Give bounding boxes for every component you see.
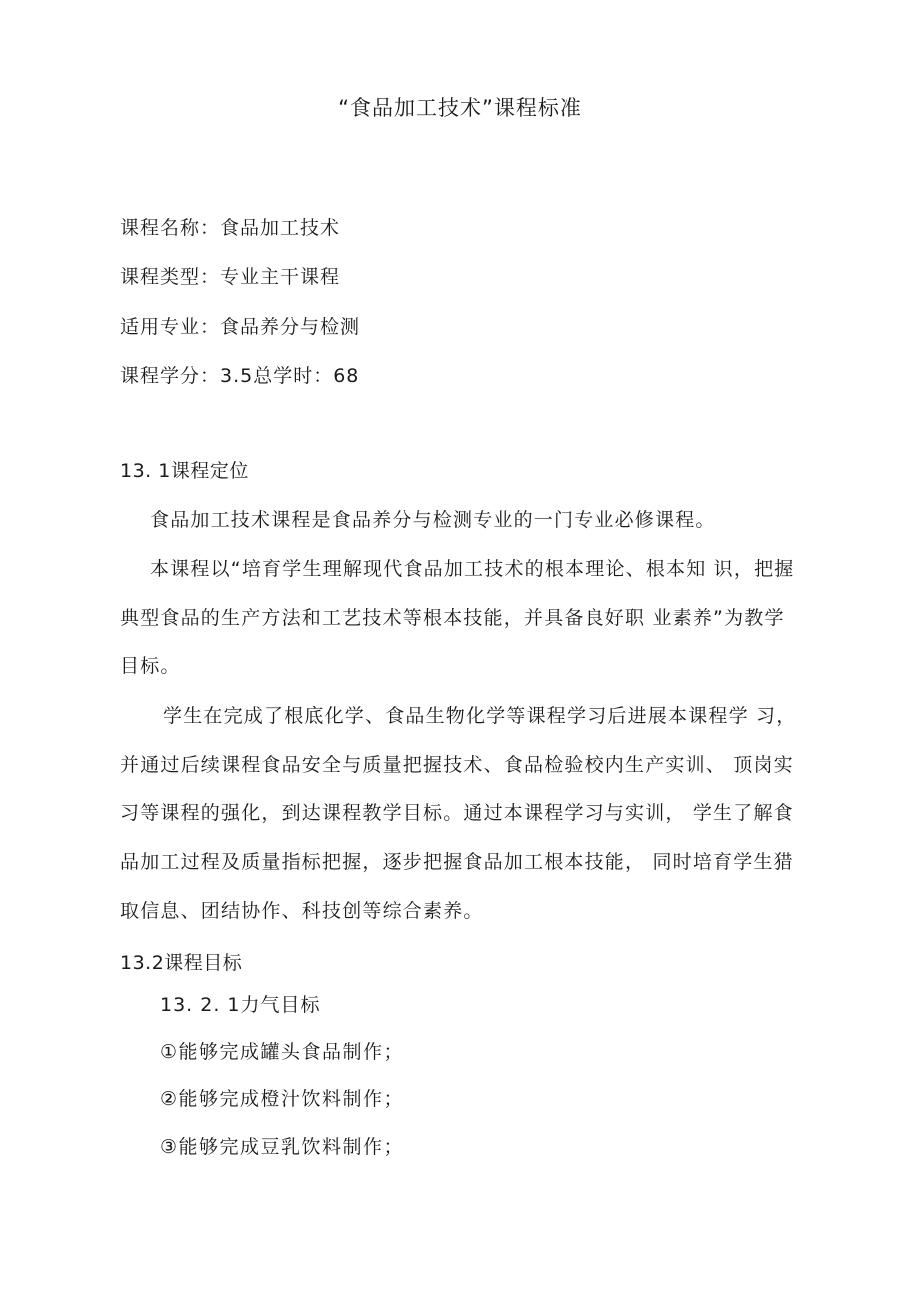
applicable-major: 适用专业：食品养分与检测 — [120, 316, 361, 338]
paragraph-positioning-3-line-3: 习等课程的强化，到达课程教学目标。通过本课程学习与实训， 学生了解食 — [120, 802, 794, 824]
document-title: “食品加工技术”课程标准 — [338, 96, 582, 120]
paragraph-positioning-1: 食品加工技术课程是食品养分与检测专业的一门专业必修课程。 — [150, 509, 716, 531]
paragraph-positioning-3-line-4: 品加工过程及质量指标把握，逐步把握食品加工根本技能， 同时培育学生猎 — [120, 851, 794, 873]
goal-list-item: ③能够完成豆乳饮料制作； — [160, 1136, 405, 1158]
paragraph-positioning-3-line-5: 取信息、团结协作、科技创等综合素养。 — [120, 900, 484, 922]
paragraph-positioning-2-line-2: 典型食品的生产方法和工艺技术等根本技能，并具备良好职 业素养”为教学 — [120, 607, 785, 629]
paragraph-positioning-3-line-2: 并通过后续课程食品安全与质量把握技术、食品检验校内生产实训、 顶岗实 — [120, 754, 794, 776]
section-heading-positioning: 13. 1课程定位 — [120, 460, 249, 482]
course-type: 课程类型：专业主干课程 — [120, 266, 341, 288]
goal-list-item: ①能够完成罐头食品制作； — [160, 1041, 405, 1063]
section-heading-goals: 13.2课程目标 — [120, 952, 243, 974]
paragraph-positioning-2-line-3: 目标。 — [120, 655, 181, 677]
course-name: 课程名称：食品加工技术 — [120, 217, 341, 239]
subsection-heading-ability-goals: 13. 2. 1力气目标 — [160, 994, 321, 1016]
paragraph-positioning-3-line-1: 学生在完成了根底化学、食品生物化学等课程学习后进展本课程学 习， — [163, 705, 797, 727]
paragraph-positioning-2-line-1: 本课程以“培育学生理解现代食品加工技术的根本理论、根本知 识，把握 — [150, 558, 795, 580]
goal-list-item: ②能够完成橙汁饮料制作； — [160, 1088, 405, 1110]
course-credits-hours: 课程学分：3.5总学时：68 — [120, 365, 360, 387]
